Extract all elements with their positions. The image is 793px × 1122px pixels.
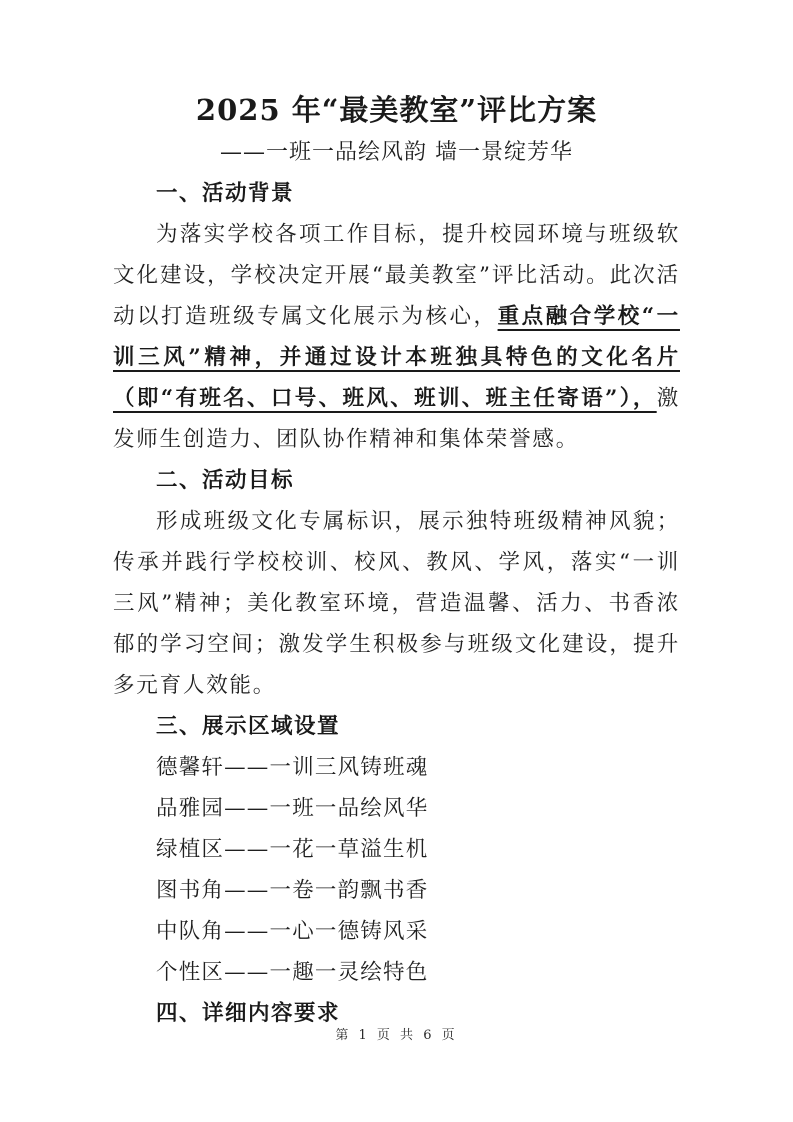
- zone-item-zhongduijiao: 中队角——一心一德铸风采: [156, 919, 429, 944]
- paragraph-activity-goals: 形成班级文化专属标识，展示独特班级精神风貌；传承并践行学校校训、校风、教风、学风，落实“一训三风”精神；美化教室环境，营造温馨、活力、书香浓郁的学习空间；激发学生积极参与班级文化建设，提升多元育人效能。: [113, 509, 680, 698]
- section-heading-activity-goals: 二、活动目标: [156, 468, 295, 493]
- background-text-emphasis: 重点融合学校“一训三风”精神，并通过设计本班独具特色的文化名片（即“有班名、口号、班风、班训、班主任寄语”），: [113, 304, 680, 411]
- zone-item-pinyayuan: 品雅园——一班一品绘风华: [156, 796, 429, 821]
- document-subtitle: ——一班一品绘风韵 墙一景绽芳华: [220, 140, 573, 165]
- zone-item-tushujiao: 图书角——一卷一韵飘书香: [156, 878, 429, 903]
- page-number-footer: 第 1 页 共 6 页: [335, 1028, 458, 1043]
- section-heading-activity-background: 一、活动背景: [156, 181, 295, 206]
- zone-item-dexinxuan: 德馨轩——一训三风铸班魂: [156, 755, 429, 780]
- zone-item-gexingqu: 个性区——一趣一灵绘特色: [156, 960, 429, 985]
- zone-item-lvzhiqu: 绿植区——一花一草溢生机: [156, 837, 429, 862]
- background-text-before: 为落实学校各项工作目标，提升校园环境与班级软文化建设，学校决定开展“最美教室”评比活动。此次活动以打造班级专属文化展示为核心，: [113, 222, 680, 329]
- paragraph-activity-background: [113, 214, 680, 460]
- background-text-after: 激发师生创造力、团队协作精神和集体荣誉感。: [113, 386, 680, 452]
- section-heading-detail-requirements: 四、详细内容要求: [156, 1001, 341, 1026]
- section-heading-display-zones: 三、展示区域设置: [156, 714, 341, 739]
- document-title: 2025 年“最美教室”评比方案: [195, 93, 598, 127]
